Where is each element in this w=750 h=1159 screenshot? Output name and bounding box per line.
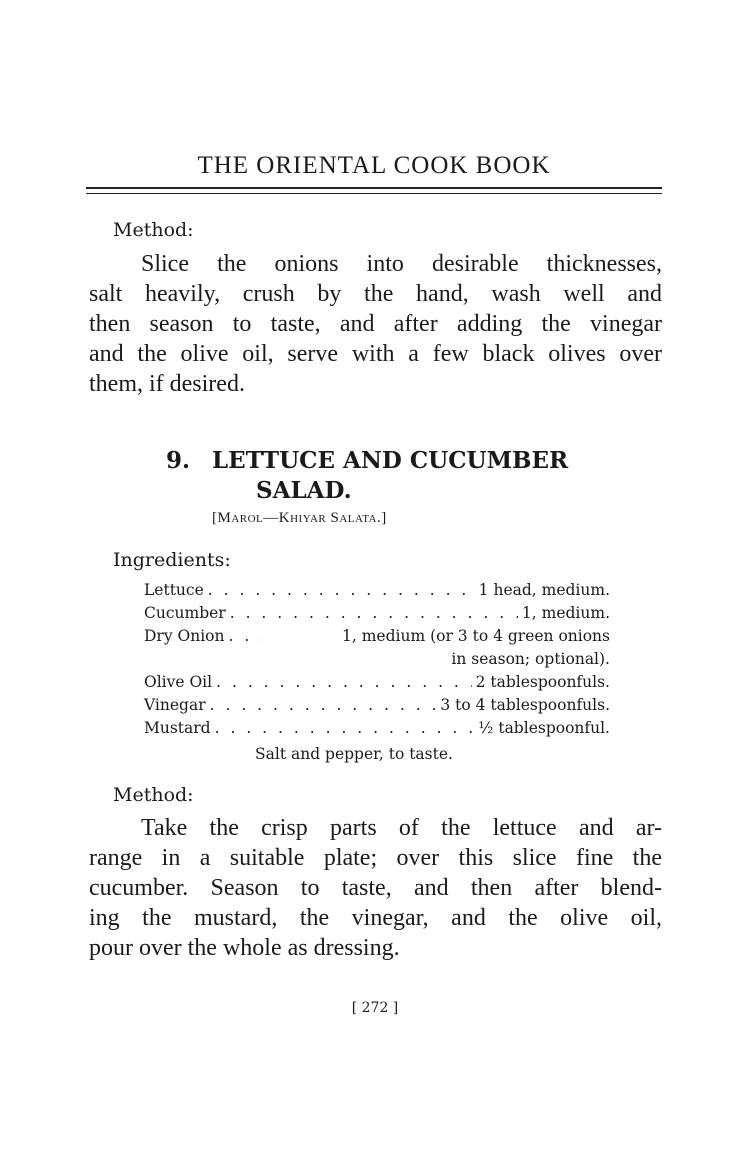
method-label: Method: <box>113 219 194 241</box>
recipe-title-line-1: LETTUCE AND CUCUMBER <box>212 447 569 474</box>
ingredient-name: Cucumber <box>144 604 226 622</box>
header-rule-thick <box>86 187 662 189</box>
ingredient-amount: 2 tablespoonfuls. <box>475 673 610 691</box>
leader-dots <box>228 625 262 648</box>
paragraph-line: then season to taste, and after adding the vinegar <box>89 311 662 337</box>
ingredient-name: Mustard <box>144 719 211 737</box>
paragraph-line: ing the mustard, the vinegar, and the olive oil, <box>89 905 662 931</box>
ingredient-amount: 1 head, medium. <box>478 581 610 599</box>
ingredient-name: Dry Onion <box>144 627 225 645</box>
ingredient-amount: 1, medium (or 3 to 4 green onions <box>342 627 610 645</box>
paragraph-line: Take the crisp parts of the lettuce and ar- <box>141 815 662 841</box>
method-label: Method: <box>113 784 194 806</box>
ingredient-amount: 3 to 4 tablespoonfuls. <box>440 696 610 714</box>
running-title: THE ORIENTAL COOK BOOK <box>197 152 551 179</box>
ingredient-amount: 1, medium. <box>521 604 610 622</box>
method-paragraph <box>89 249 662 399</box>
ingredient-amount-continuation: in season; optional). <box>451 650 610 668</box>
paragraph-line: and the olive oil, serve with a few black olives over <box>89 341 662 367</box>
ingredient-row <box>144 717 610 740</box>
recipe-title-line-2: SALAD. <box>256 477 352 504</box>
paragraph-line: pour over the whole as dressing. <box>89 935 400 961</box>
paragraph-line: range in a suitable plate; over this slice fine the <box>89 845 662 871</box>
ingredient-row <box>144 694 610 717</box>
leader-dots <box>210 694 437 717</box>
recipe-subtitle: [Marol—Khiyar Salata.] <box>212 510 387 526</box>
ingredient-row <box>144 671 610 694</box>
ingredient-row <box>144 579 610 602</box>
ingredients-list <box>144 579 610 740</box>
recipe-number: 9. <box>166 447 191 474</box>
page-number: [ 272 ] <box>351 1000 399 1016</box>
recipe-heading <box>166 446 568 506</box>
paragraph-line: them, if desired. <box>89 371 245 397</box>
ingredient-name: Lettuce <box>144 581 204 599</box>
paragraph-line: cucumber. Season to taste, and then after blend- <box>89 875 662 901</box>
leader-dots <box>215 717 475 740</box>
leader-dots <box>208 579 475 602</box>
paragraph-line: Slice the onions into desirable thicknesses, <box>141 251 662 277</box>
seasoning-note: Salt and pepper, to taste. <box>255 745 453 763</box>
leader-dots <box>230 602 518 625</box>
ingredient-row <box>144 625 610 648</box>
paragraph-line: salt heavily, crush by the hand, wash well and <box>89 281 662 307</box>
ingredient-amount: ½ tablespoonful. <box>478 719 610 737</box>
leader-dots <box>216 671 471 694</box>
method-paragraph <box>89 813 662 963</box>
ingredient-name: Olive Oil <box>144 673 213 691</box>
ingredient-row <box>144 602 610 625</box>
ingredient-name: Vinegar <box>144 696 206 714</box>
ingredients-label: Ingredients: <box>113 549 231 571</box>
header-rule-thin <box>86 193 662 194</box>
